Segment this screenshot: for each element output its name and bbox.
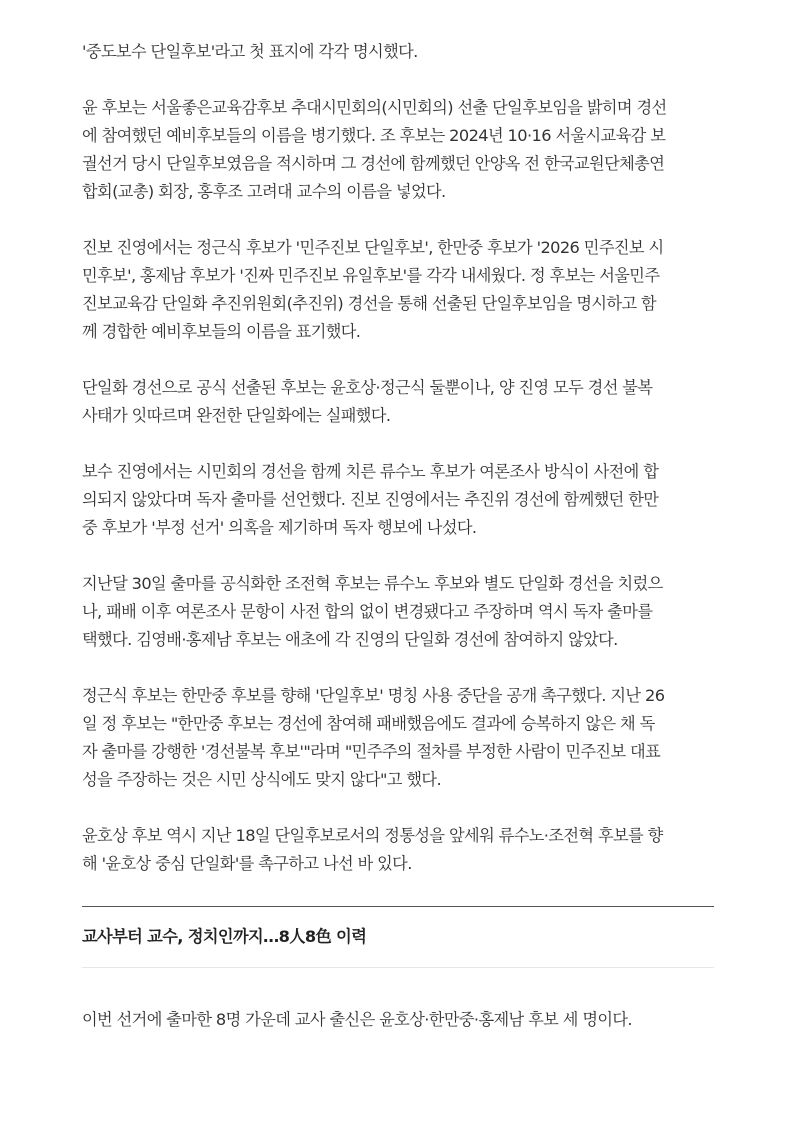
section-divider-bottom bbox=[82, 967, 714, 968]
paragraph-4: 단일화 경선으로 공식 선출된 후보는 윤호상·정근식 둘뿐이나, 양 진영 모두 경선 불복 사태가 잇따르며 완전한 단일화에는 실패했다. bbox=[82, 378, 653, 425]
paragraph-2: 윤 후보는 서울좋은교육감후보 추대시민회의(시민회의) 선출 단일후보임을 밝히며 경선 에 참여했던 예비후보들의 이름을 병기했다. 조 후보는 2024년 10·16 서울시교육감 보 궐선거 당시 단일후보였음을 적시하며 그 경선에 함께했던 안양옥 전 한국교원단체총연 합회(교총) 회장, 홍후조 고려대 교수의 이름을 넣었다. bbox=[82, 98, 667, 201]
paragraph-7: 정근식 후보는 한만중 후보를 향해 '단일후보' 명칭 사용 중단을 공개 촉구했다. 지난 26 일 정 후보는 "한만중 후보는 경선에 참여해 패배했음에도 결과에 승복하지 않은 채 독 자 출마를 강행한 '경선불복 후보'"라며 "민주주의 절차를 부정한 사람이 민주진보 대표 성을 주장하는 것은 시민 상식에도 맞지 않다"고 했다. bbox=[82, 686, 665, 789]
paragraph-1: '중도보수 단일후보'라고 첫 표지에 각각 명시했다. bbox=[82, 42, 418, 61]
paragraph-8: 윤호상 후보 역시 지난 18일 단일후보로서의 정통성을 앞세워 류수노·조전혁 후보를 향 해 '윤호상 중심 단일화'를 촉구하고 나선 바 있다. bbox=[82, 826, 663, 873]
section-subheading: 교사부터 교수, 정치인까지…8人8色 이력 bbox=[82, 927, 367, 946]
paragraph-3: 진보 진영에서는 정근식 후보가 '민주진보 단일후보', 한만중 후보가 '2026 민주진보 시 민후보', 홍제남 후보가 '진짜 민주진보 유일후보'를 각각 내세웠다. 정 후보는 서울민주 진보교육감 단일화 추진위원회(추진위) 경선을 통해 선출된 단일후보임을 명시하고 함 께 경합한 예비후보들의 이름을 표기했다. bbox=[82, 238, 664, 341]
closing-paragraph: 이번 선거에 출마한 8명 가운데 교사 출신은 윤호상·한만중·홍제남 후보 세 명이다. bbox=[82, 1010, 632, 1029]
paragraph-6: 지난달 30일 출마를 공식화한 조전혁 후보는 류수노 후보와 별도 단일화 경선을 치렀으 나, 패배 이후 여론조사 문항이 사전 합의 없이 변경됐다고 주장하며 역시 독자 출마를 택했다. 김영배·홍제남 후보는 애초에 각 진영의 단일화 경선에 참여하지 않았다. bbox=[82, 574, 663, 649]
article-body bbox=[82, 38, 714, 1062]
paragraph-5: 보수 진영에서는 시민회의 경선을 함께 치른 류수노 후보가 여론조사 방식이 사전에 합 의되지 않았다며 독자 출마를 선언했다. 진보 진영에서는 추진위 경선에 함께했던 한만 중 후보가 '부정 선거' 의혹을 제기하며 독자 행보에 나섰다. bbox=[82, 462, 659, 537]
